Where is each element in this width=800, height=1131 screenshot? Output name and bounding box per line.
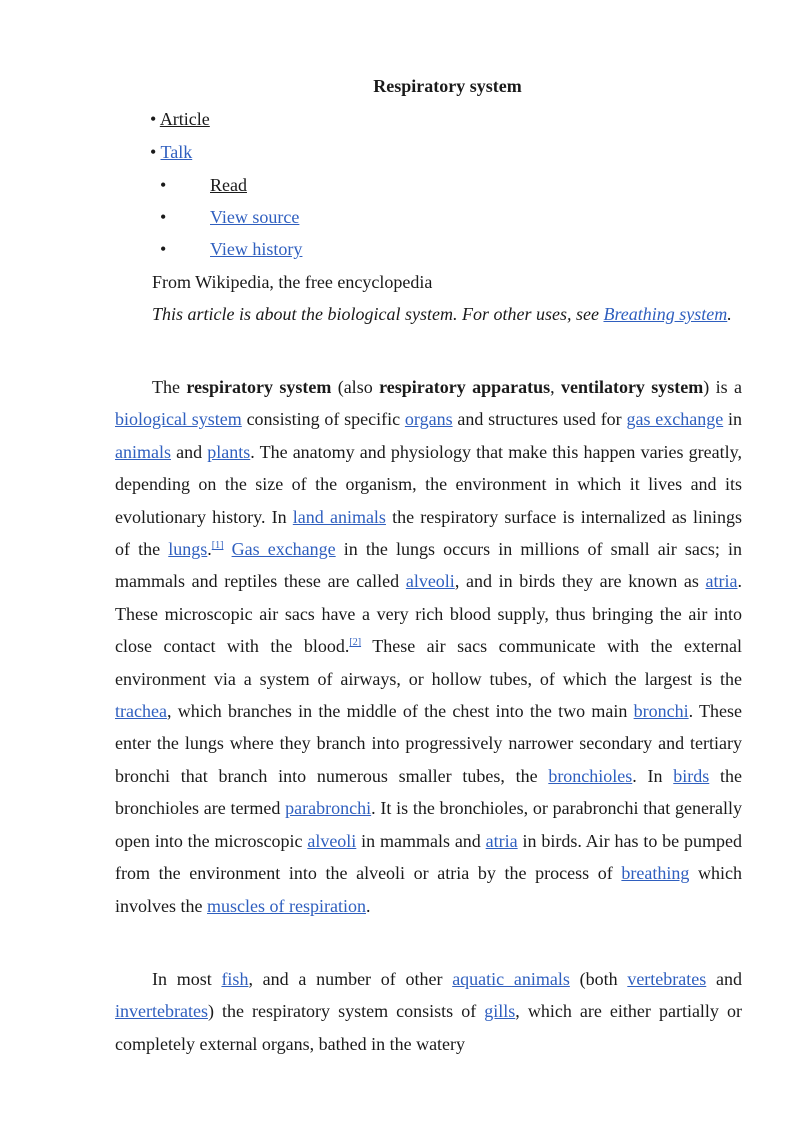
inline-link[interactable]: gas exchange bbox=[626, 409, 724, 430]
inline-link[interactable]: biological system bbox=[115, 409, 242, 430]
text-run: These air sacs communicate with the external environment via a system of airways, or hollow tubes, of which the largest is the bbox=[115, 636, 742, 689]
inline-link[interactable]: parabronchi bbox=[285, 798, 372, 819]
bold-term: respiratory apparatus bbox=[379, 377, 551, 397]
inline-link[interactable]: breathing bbox=[621, 863, 690, 884]
action-read[interactable]: Read bbox=[210, 175, 247, 195]
bullet: • bbox=[150, 109, 160, 129]
text-run: , and a number of other bbox=[248, 969, 453, 989]
text-run: In most bbox=[152, 969, 222, 989]
text-run: . These microscopic air sacs have a very rich blood supply, thus bringing the air into close contact with the blood. bbox=[115, 571, 742, 657]
inline-link[interactable]: bronchioles bbox=[548, 765, 633, 786]
citation-link[interactable]: [2] bbox=[349, 637, 362, 649]
inline-link[interactable]: alveoli bbox=[405, 571, 455, 592]
inline-link[interactable]: alveoli bbox=[307, 830, 357, 851]
hatnote bbox=[115, 298, 742, 330]
inline-link[interactable]: gills bbox=[484, 1001, 516, 1022]
text-run: (also bbox=[331, 377, 380, 397]
text-run: . In bbox=[632, 765, 674, 786]
inline-link[interactable]: animals bbox=[115, 441, 171, 462]
text-run: . The anatomy and physiology that make this happen varies greatly, depending on the size of the organism, the environment in which it lives and its evolutionary history. In bbox=[115, 441, 742, 527]
bullet: • bbox=[160, 207, 167, 227]
inline-link[interactable]: birds bbox=[673, 765, 710, 786]
inline-link[interactable]: vertebrates bbox=[627, 969, 707, 989]
text-run: ) is a bbox=[703, 377, 742, 397]
text-run: . bbox=[365, 895, 371, 916]
hatnote-suffix: . bbox=[727, 304, 732, 324]
inline-link[interactable]: organs bbox=[404, 409, 453, 430]
bold-term: respiratory system bbox=[186, 377, 332, 397]
text-run: The bbox=[152, 377, 187, 397]
text-run: the bronchioles are termed bbox=[115, 765, 742, 819]
text-run: , which are either partially or completely external organs, bathed in the watery bbox=[115, 1001, 742, 1054]
text-run: . It is the bronchioles, or parabronchi that generally open into the microscopic bbox=[115, 798, 742, 851]
text-run: , which branches in the middle of the chest into the two main bbox=[166, 701, 634, 722]
inline-link[interactable]: muscles of respiration bbox=[207, 895, 366, 916]
inline-link[interactable]: plants bbox=[207, 441, 251, 462]
paragraph-aquatic bbox=[115, 963, 742, 1060]
tab-article-label[interactable]: Article bbox=[159, 109, 210, 129]
text-run: in bbox=[723, 409, 743, 430]
tab-talk-label[interactable]: Talk bbox=[160, 142, 193, 162]
text-run: and bbox=[706, 969, 742, 989]
text-run: (both bbox=[569, 969, 628, 989]
text-run: in the lungs occurs in millions of small air sacs; in mammals and reptiles these are called bbox=[115, 539, 743, 592]
action-view-source[interactable]: View source bbox=[210, 207, 300, 227]
inline-link[interactable]: Gas exchange bbox=[231, 539, 336, 560]
inline-link[interactable]: fish bbox=[221, 969, 249, 989]
inline-link[interactable]: bronchi bbox=[633, 701, 689, 722]
inline-link[interactable]: land animals bbox=[292, 506, 386, 527]
hatnote-text: This article is about the biological system. For other uses, see bbox=[152, 304, 604, 324]
inline-link[interactable]: aquatic animals bbox=[452, 969, 570, 989]
tab-article[interactable] bbox=[150, 109, 210, 130]
text-run bbox=[223, 539, 231, 559]
text-run: and structures used for bbox=[452, 409, 627, 430]
source-note: From Wikipedia, the free encyclopedia bbox=[152, 272, 433, 292]
text-run: , bbox=[550, 377, 561, 397]
hatnote-link[interactable]: Breathing system bbox=[603, 304, 728, 324]
text-run: and bbox=[171, 441, 208, 462]
text-run: . bbox=[207, 539, 212, 560]
citation-link[interactable]: [1] bbox=[211, 540, 224, 552]
page-title: Respiratory system bbox=[373, 76, 522, 96]
text-run: the respiratory surface is internalized as linings of the bbox=[115, 506, 742, 560]
inline-link[interactable]: atria bbox=[485, 830, 518, 851]
text-run: consisting of specific bbox=[241, 409, 405, 430]
bullet: • bbox=[160, 175, 167, 195]
text-run: which involves the bbox=[115, 863, 742, 916]
text-run: ) the respiratory system consists of bbox=[207, 1001, 485, 1022]
text-run: , and in birds they are known as bbox=[454, 571, 706, 592]
text-run: in mammals and bbox=[356, 830, 486, 851]
bullet: • bbox=[150, 142, 161, 162]
inline-link[interactable]: atria bbox=[705, 571, 738, 592]
inline-link[interactable]: trachea bbox=[115, 701, 167, 722]
inline-link[interactable]: lungs bbox=[168, 539, 208, 560]
bullet: • bbox=[160, 239, 167, 259]
text-run: in birds. Air has to be pumped from the environment into the alveoli or atria by the process of bbox=[115, 830, 743, 884]
tab-talk[interactable] bbox=[150, 142, 192, 163]
text-run: . These enter the lungs where they branch into progressively narrower secondary and tertiary bronchi that branch into numerous smaller tubes, the bbox=[115, 701, 742, 786]
paragraph-intro bbox=[115, 371, 742, 922]
bold-term: ventilatory system bbox=[560, 377, 704, 397]
inline-link[interactable]: invertebrates bbox=[115, 1001, 208, 1022]
action-view-history[interactable]: View history bbox=[210, 239, 303, 259]
